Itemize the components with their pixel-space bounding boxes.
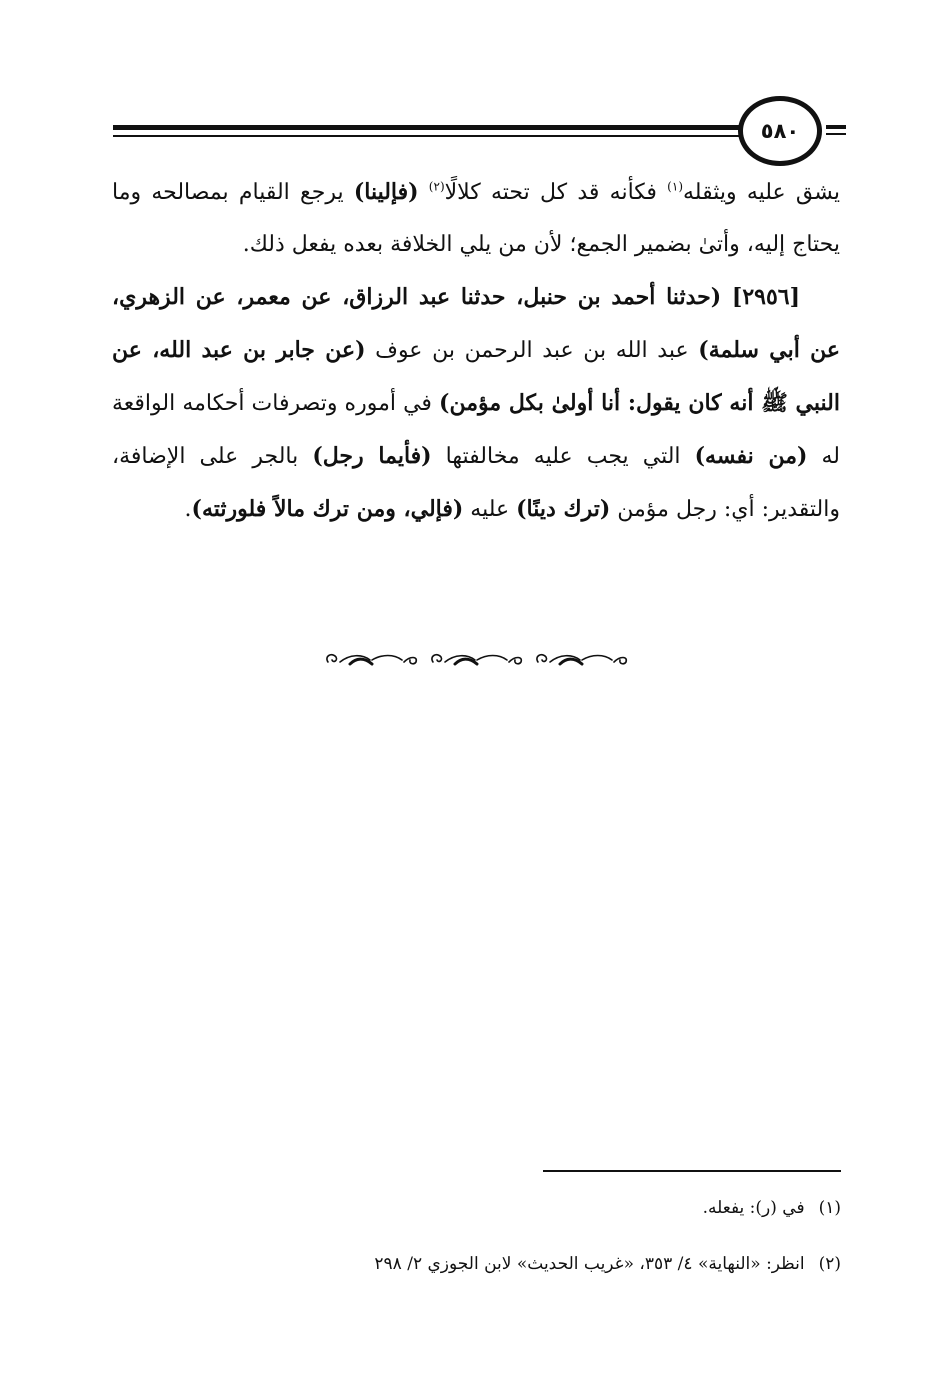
bold-run: (ترك دينًا) (516, 496, 611, 522)
text-run (419, 180, 429, 205)
bold-run: (فإلينا) (353, 179, 419, 205)
text-run: يرجع القيام بمصالحه وما يحتاج إليه، وأتىٰ بضمير الجمع؛ لأن من يلي الخلافة بعده يفعل ذلك. (112, 180, 840, 257)
text-run: عبد الله بن عبد الرحمن بن عوف (365, 338, 699, 363)
header-rule-thin (113, 135, 756, 137)
header-rule-right-thin (826, 133, 846, 135)
text-run: فكأنه قد كل تحته كلالًا (444, 180, 668, 205)
footnote-number: (١) (818, 1198, 841, 1218)
bold-run: (من نفسه) (694, 443, 808, 469)
footnote-ref-2[interactable]: (٢) (428, 179, 445, 194)
hadith-isnad: [٢٩٥٦] (حدثنا أحمد بن حنبل، حدثنا عبد الرزاق، عن معمر، عن الزهري، عن أبي سلمة) (112, 284, 841, 363)
text-run: يشق عليه ويثقله (683, 180, 840, 205)
footnote-1 (200, 1180, 841, 1236)
text-run: في أموره وتصرفات أحكامه الواقعة له (112, 391, 840, 469)
footnote-2 (200, 1236, 841, 1292)
ornament-motif (537, 655, 626, 664)
bold-run: (فأيما رجل) (312, 443, 432, 469)
footnote-text: انظر: «النهاية» ٤/ ٣٥٣، «غريب الحديث» لابن الجوزي ٢/ ٢٩٨ (374, 1254, 805, 1274)
paragraph-2 (112, 271, 840, 536)
ornament-motif (432, 655, 521, 664)
text-run: التي يجب عليه مخالفتها (431, 444, 695, 469)
ornament-motif (327, 655, 416, 664)
footnote-number: (٢) (818, 1254, 841, 1274)
footnote-text: في (ر): يفعله. (702, 1198, 805, 1218)
text-run: عليه (463, 497, 517, 522)
main-text (112, 166, 840, 536)
paragraph-1 (112, 166, 840, 271)
footnote-separator (543, 1170, 841, 1172)
footnote-ref-1[interactable]: (١) (667, 179, 683, 194)
hadith-matn: (عن جابر بن عبد الله، عن النبي ﷺ أنه كان يقول: أنا أولىٰ بكل مؤمن) (112, 337, 840, 416)
section-divider-ornament (320, 644, 630, 674)
header-rule-right (826, 125, 846, 129)
page-number: ٥٨٠ (760, 119, 800, 143)
header-rule-thick (113, 125, 756, 130)
text-run: بالجر على الإضافة، والتقدير: أي: رجل مؤمن (112, 444, 840, 522)
text-run: . (184, 497, 192, 522)
bold-run: (فإلي، ومن ترك مالاً فلورثته) (191, 496, 464, 522)
page-number-badge (738, 96, 822, 166)
footnotes (200, 1180, 841, 1292)
